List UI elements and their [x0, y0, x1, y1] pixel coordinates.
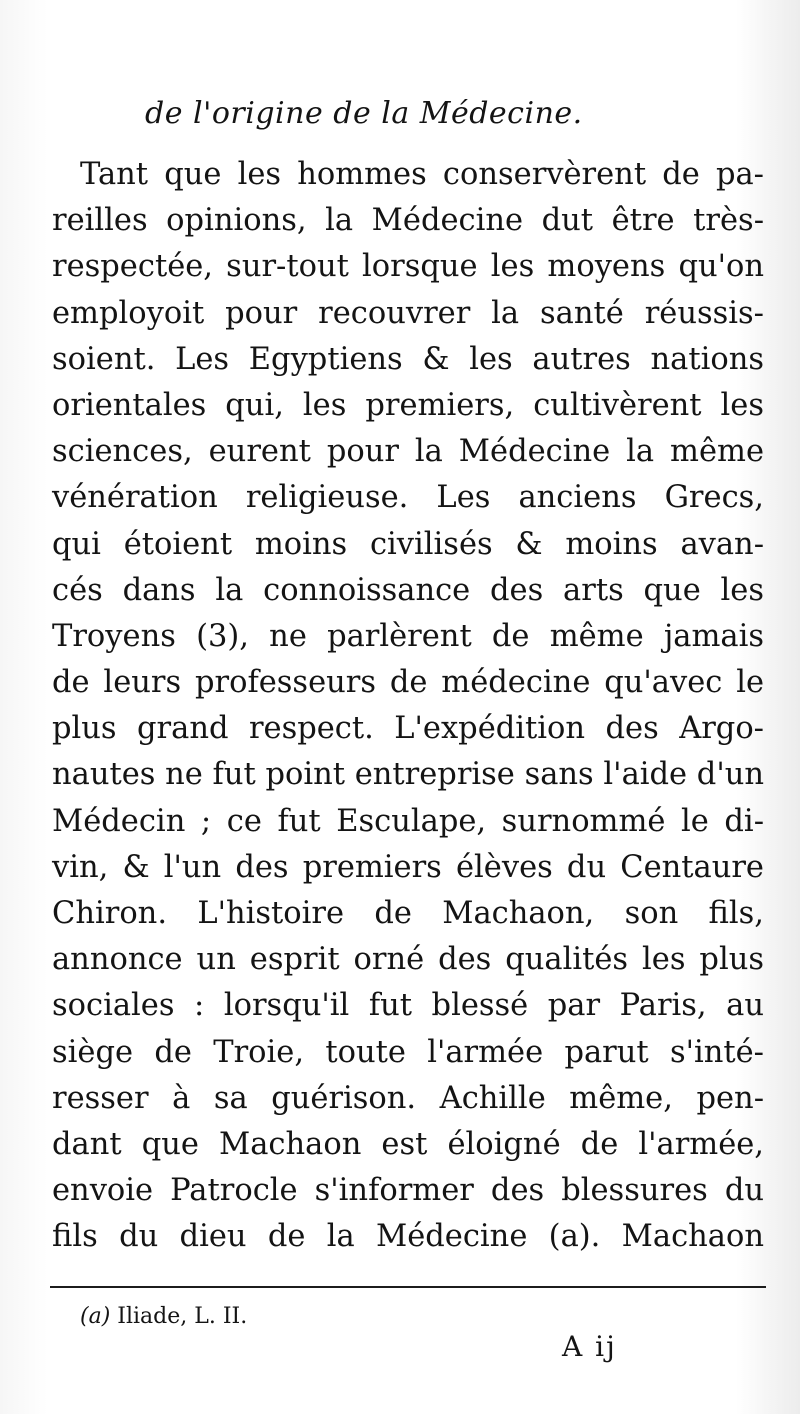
text-line: resser à sa guérison. Achille même, pen-	[52, 1080, 764, 1116]
text-line: qui étoient moins civilisés & moins avan-	[52, 526, 764, 562]
text-line: nautes ne fut point entreprise sans l'aide d'un	[52, 757, 764, 793]
body-text	[52, 152, 764, 1261]
text-line: Médecin ; ce fut Esculape, surnommé le di-	[52, 803, 764, 839]
text-line: fils du dieu de la Médecine (a). Machaon	[52, 1219, 764, 1255]
footnote-rule	[50, 1286, 766, 1288]
text-line: plus grand respect. L'expédition des Argo-	[52, 711, 764, 747]
running-head: de l'origine de la Médecine.	[145, 96, 583, 131]
text-line: vénération religieuse. Les anciens Grecs,	[52, 480, 764, 516]
footnote	[80, 1304, 247, 1329]
text-line: dant que Machaon est éloigné de l'armée,	[52, 1126, 764, 1162]
text-line: Tant que les hommes conservèrent de pa-	[80, 157, 764, 192]
text-line: vin, & l'un des premiers élèves du Centaure	[52, 849, 764, 885]
text-line: soient. Les Egyptiens & les autres nations	[52, 341, 764, 377]
text-line: Troyens (3), ne parlèrent de même jamais	[52, 618, 764, 654]
text-line: annonce un esprit orné des qualités les plus	[52, 942, 764, 978]
text-line: sociales : lorsqu'il fut blessé par Paris, au	[52, 988, 764, 1024]
text-line: sciences, eurent pour la Médecine la même	[52, 434, 764, 470]
text-line: employoit pour recouvrer la santé réussis-	[52, 295, 764, 331]
footnote-text: Iliade, L. II.	[117, 1304, 248, 1329]
footnote-mark: (a)	[80, 1304, 111, 1329]
text-line: cés dans la connoissance des arts que les	[52, 572, 764, 608]
text-line: envoie Patrocle s'informer des blessures du	[52, 1173, 764, 1209]
text-line: respectée, sur-tout lorsque les moyens qu'on	[52, 249, 764, 285]
text-line: reilles opinions, la Médecine dut être très-	[52, 203, 764, 239]
signature-mark: A ij	[562, 1330, 617, 1363]
text-line: Chiron. L'histoire de Machaon, son fils,	[52, 896, 764, 931]
text-line: de leurs professeurs de médecine qu'avec le	[52, 665, 764, 701]
text-line: siège de Troie, toute l'armée parut s'inté-	[52, 1034, 764, 1070]
text-line: orientales qui, les premiers, cultivèrent les	[52, 387, 764, 423]
